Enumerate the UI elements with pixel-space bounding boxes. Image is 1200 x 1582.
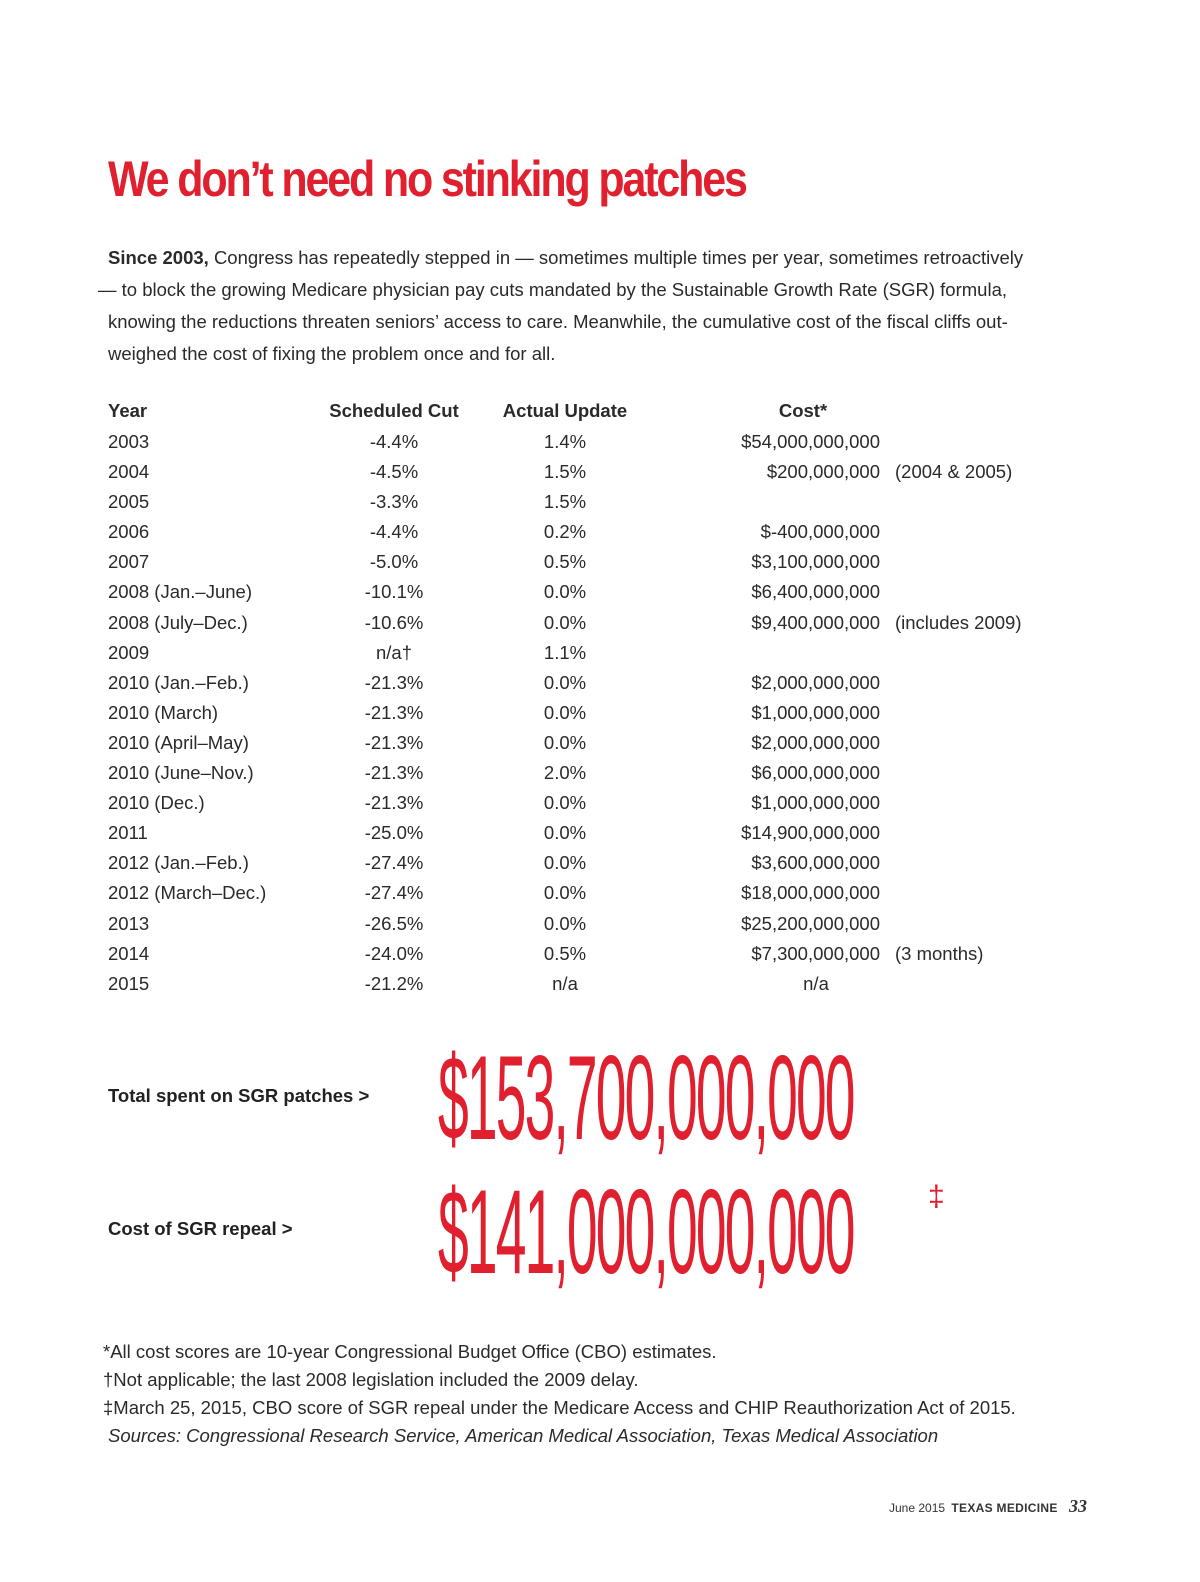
table-row bbox=[108, 973, 1068, 1003]
cell-actual-update: 0.2% bbox=[543, 521, 587, 543]
cell-cost: $3,100,000,000 bbox=[751, 551, 880, 573]
table-row bbox=[108, 792, 1068, 822]
table-row bbox=[108, 943, 1068, 973]
table-row bbox=[108, 672, 1068, 702]
repeal-footnote-mark: ‡ bbox=[928, 1180, 945, 1213]
cell-actual-update: 0.0% bbox=[543, 611, 587, 633]
cell-cost: $6,400,000,000 bbox=[751, 581, 880, 603]
cell-scheduled-cut: -21.2% bbox=[364, 972, 424, 994]
folio-magazine: TEXAS MEDICINE bbox=[951, 1501, 1058, 1515]
cell-year: 2011 bbox=[108, 822, 148, 844]
cell-year: 2013 bbox=[108, 912, 150, 934]
cell-actual-update: 1.5% bbox=[543, 461, 587, 483]
cell-scheduled-cut: -10.1% bbox=[364, 581, 424, 603]
table-row bbox=[108, 581, 1068, 611]
table-row bbox=[108, 852, 1068, 882]
table-row bbox=[108, 551, 1068, 581]
intro-line: knowing the reductions threaten seniors’ access to care. Meanwhile, the cumulative cost of the fiscal cliffs out- bbox=[108, 311, 1008, 332]
cell-cost: $2,000,000,000 bbox=[751, 671, 880, 693]
intro-paragraph bbox=[98, 242, 1088, 370]
cell-scheduled-cut: -4.4% bbox=[369, 431, 419, 452]
cell-actual-update: 0.0% bbox=[543, 882, 587, 904]
table-row bbox=[108, 913, 1068, 943]
table-row bbox=[108, 431, 1068, 461]
cell-scheduled-cut: n/a† bbox=[375, 641, 412, 663]
cell-year: 2010 (June–Nov.) bbox=[108, 762, 254, 784]
page-folio bbox=[889, 1496, 1087, 1517]
cell-cost: $7,300,000,000 bbox=[751, 942, 880, 964]
cell-scheduled-cut: -21.3% bbox=[364, 731, 424, 753]
table-row bbox=[108, 521, 1068, 551]
cell-actual-update: 0.0% bbox=[543, 852, 587, 874]
cell-year: 2010 (Dec.) bbox=[108, 792, 205, 814]
table-row bbox=[108, 732, 1068, 762]
footnote: ‡March 25, 2015, CBO score of SGR repeal under the Medicare Access and CHIP Reauthorization Act of 2015. bbox=[103, 1397, 1016, 1418]
cell-year: 2010 (April–May) bbox=[108, 731, 249, 753]
cell-note: (3 months) bbox=[895, 942, 984, 964]
cell-cost: $200,000,000 bbox=[766, 461, 880, 483]
cell-note: (2004 & 2005) bbox=[895, 461, 1013, 483]
header-cost: Cost* bbox=[778, 400, 828, 421]
header-scheduled-cut: Scheduled Cut bbox=[329, 400, 459, 421]
cell-cost: $-400,000,000 bbox=[760, 521, 880, 543]
table-row bbox=[108, 882, 1068, 912]
cell-year: 2008 (July–Dec.) bbox=[108, 611, 248, 633]
table-row bbox=[108, 642, 1068, 672]
cell-cost: $6,000,000,000 bbox=[751, 762, 880, 784]
header-year: Year bbox=[108, 400, 148, 421]
intro-line: Congress has repeatedly stepped in — sometimes multiple times per year, sometimes retroactively bbox=[213, 247, 1024, 268]
page-title: We don’t need no stinking patches bbox=[108, 151, 746, 207]
cell-actual-update: 0.0% bbox=[543, 822, 587, 844]
cell-scheduled-cut: -26.5% bbox=[364, 912, 424, 934]
patches-total-value: $153,700,000,000 bbox=[438, 1031, 854, 1165]
sgr-cost-table bbox=[108, 400, 1068, 1003]
table-row bbox=[108, 822, 1068, 852]
sources-line: Sources: Congressional Research Service, American Medical Association, Texas Medical Association bbox=[108, 1425, 939, 1446]
cell-scheduled-cut: -10.6% bbox=[364, 611, 424, 633]
footnote: †Not applicable; the last 2008 legislation included the 2009 delay. bbox=[103, 1369, 639, 1390]
cell-actual-update: 0.0% bbox=[543, 912, 587, 934]
cell-year: 2006 bbox=[108, 521, 150, 543]
cell-scheduled-cut: -21.3% bbox=[364, 701, 424, 723]
table-row bbox=[108, 612, 1068, 642]
cell-actual-update: 0.5% bbox=[543, 942, 587, 964]
patches-total-label: Total spent on SGR patches > bbox=[108, 1085, 370, 1106]
footnotes bbox=[103, 1338, 1016, 1450]
cell-year: 2007 bbox=[108, 551, 150, 573]
cell-year: 2010 (Jan.–Feb.) bbox=[108, 671, 249, 693]
cell-cost: $18,000,000,000 bbox=[741, 882, 880, 904]
cell-scheduled-cut: -4.4% bbox=[369, 521, 419, 543]
intro-lead: Since 2003, bbox=[108, 247, 209, 268]
cell-scheduled-cut: -27.4% bbox=[364, 852, 424, 874]
cell-year: 2012 (March–Dec.) bbox=[108, 882, 267, 904]
cell-actual-update: 0.0% bbox=[543, 701, 587, 723]
cell-year: 2012 (Jan.–Feb.) bbox=[108, 852, 249, 874]
cell-actual-update: n/a bbox=[552, 972, 578, 994]
cell-scheduled-cut: -3.3% bbox=[369, 491, 419, 513]
repeal-cost-label: Cost of SGR repeal > bbox=[108, 1218, 293, 1239]
cell-actual-update: 1.4% bbox=[543, 431, 587, 452]
cell-scheduled-cut: -27.4% bbox=[364, 882, 424, 904]
cell-actual-update: 2.0% bbox=[543, 762, 587, 784]
cell-cost: $54,000,000,000 bbox=[741, 431, 880, 452]
cell-scheduled-cut: -21.3% bbox=[364, 762, 424, 784]
cell-cost: $1,000,000,000 bbox=[751, 701, 880, 723]
cell-year: 2010 (March) bbox=[108, 701, 219, 723]
intro-line: weighed the cost of fixing the problem once and for all. bbox=[108, 343, 556, 364]
cell-scheduled-cut: -21.3% bbox=[364, 671, 424, 693]
cell-actual-update: 0.0% bbox=[543, 671, 587, 693]
cell-scheduled-cut: -4.5% bbox=[369, 461, 419, 483]
cell-actual-update: 0.0% bbox=[543, 731, 587, 753]
table-header-row bbox=[108, 400, 1068, 431]
table-row bbox=[108, 491, 1068, 521]
cell-cost: $25,200,000,000 bbox=[741, 912, 880, 934]
cell-cost: $3,600,000,000 bbox=[751, 852, 880, 874]
cell-scheduled-cut: -25.0% bbox=[364, 822, 424, 844]
table-row bbox=[108, 702, 1068, 732]
cell-cost: $9,400,000,000 bbox=[751, 611, 880, 633]
cell-actual-update: 1.5% bbox=[543, 491, 587, 513]
header-actual-update: Actual Update bbox=[502, 400, 628, 421]
cell-actual-update: 0.5% bbox=[543, 551, 587, 573]
cell-cost: n/a bbox=[803, 972, 829, 994]
cell-cost: $14,900,000,000 bbox=[741, 822, 880, 844]
cell-actual-update: 0.0% bbox=[543, 581, 587, 603]
cell-cost: $1,000,000,000 bbox=[751, 792, 880, 814]
cell-year: 2014 bbox=[108, 942, 150, 964]
cell-year: 2003 bbox=[108, 431, 150, 452]
cell-actual-update: 0.0% bbox=[543, 792, 587, 814]
table-row bbox=[108, 461, 1068, 491]
folio-date: June 2015 bbox=[889, 1501, 946, 1515]
cell-cost: $2,000,000,000 bbox=[751, 731, 880, 753]
repeal-cost-value: $141,000,000,000 bbox=[438, 1165, 854, 1299]
cell-year: 2009 bbox=[108, 641, 150, 663]
cell-actual-update: 1.1% bbox=[543, 641, 587, 663]
cell-note: (includes 2009) bbox=[895, 611, 1022, 633]
folio-page-number: 33 bbox=[1068, 1496, 1087, 1516]
cell-year: 2015 bbox=[108, 972, 150, 994]
cell-year: 2008 (Jan.–June) bbox=[108, 581, 252, 603]
cell-scheduled-cut: -21.3% bbox=[364, 792, 424, 814]
cell-scheduled-cut: -24.0% bbox=[364, 942, 424, 964]
cell-scheduled-cut: -5.0% bbox=[369, 551, 419, 573]
table-row bbox=[108, 762, 1068, 792]
footnote: *All cost scores are 10-year Congressional Budget Office (CBO) estimates. bbox=[103, 1341, 717, 1362]
cell-year: 2004 bbox=[108, 461, 150, 483]
cell-year: 2005 bbox=[108, 491, 150, 513]
intro-line: — to block the growing Medicare physician pay cuts mandated by the Sustainable Growth Rate (SGR) formula, bbox=[98, 279, 1007, 300]
